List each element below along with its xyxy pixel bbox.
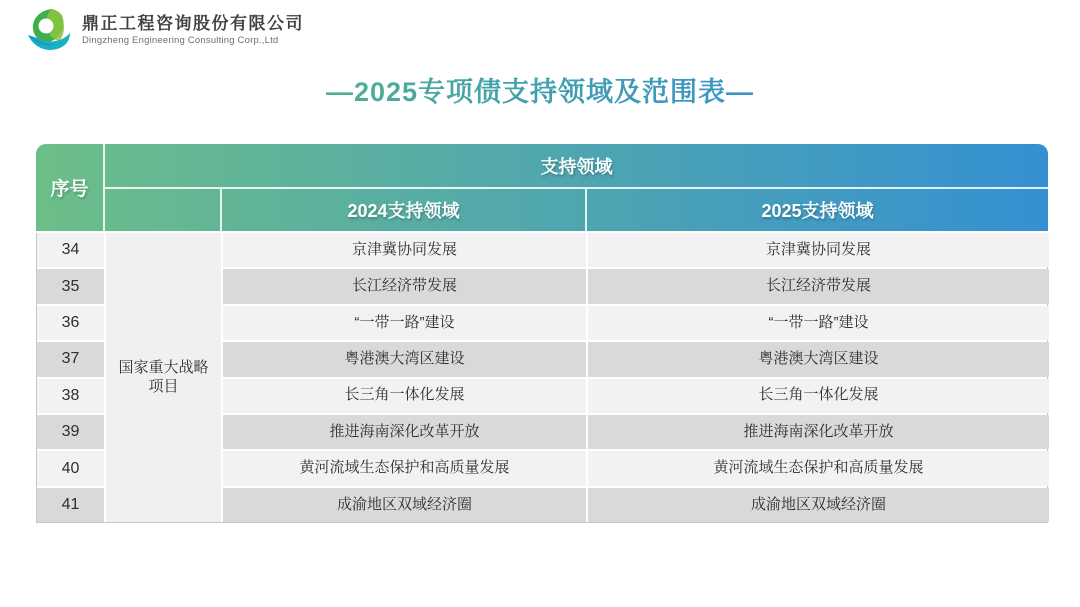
row-number: 41 — [37, 488, 104, 522]
cell-2024: 长三角一体化发展 — [223, 379, 586, 413]
row-number: 39 — [37, 415, 104, 449]
cell-2024: “一带一路”建设 — [223, 306, 586, 340]
company-name-en: Dingzheng Engineering Consulting Corp.,Ltd — [82, 35, 279, 47]
row-number: 37 — [37, 342, 104, 376]
cell-2025: 京津冀协同发展 — [588, 233, 1049, 267]
support-table — [36, 144, 1048, 523]
table-body — [36, 233, 1048, 523]
header-cell-2025: 2025支持领域 — [761, 201, 874, 221]
cell-2024: 成渝地区双域经济圈 — [223, 488, 586, 522]
table-header — [36, 144, 1048, 231]
company-name-block — [82, 14, 304, 47]
row-number: 36 — [37, 306, 104, 340]
row-number: 38 — [37, 379, 104, 413]
cell-2024: 黄河流域生态保护和高质量发展 — [223, 451, 586, 485]
header-cell-group: 支持领域 — [540, 156, 613, 177]
row-number: 40 — [37, 451, 104, 485]
header-cell-index: 序号 — [50, 179, 89, 200]
header-cell-2024: 2024支持领域 — [347, 201, 460, 221]
company-logo-icon — [26, 7, 74, 53]
cell-2024: 长江经济带发展 — [223, 269, 586, 303]
category-cell: 国家重大战略项目 — [106, 233, 221, 522]
cell-2025: 成渝地区双域经济圈 — [588, 488, 1049, 522]
company-name-cn: 鼎正工程咨询股份有限公司 — [82, 13, 304, 33]
row-number: 34 — [37, 233, 104, 267]
cell-2025: 长江经济带发展 — [588, 269, 1049, 303]
row-number: 35 — [37, 269, 104, 303]
cell-2024: 推进海南深化改革开放 — [223, 415, 586, 449]
page-title: —2025专项债支持领域及范围表— — [0, 70, 1080, 109]
cell-2025: 推进海南深化改革开放 — [588, 415, 1049, 449]
cell-2025: 长三角一体化发展 — [588, 379, 1049, 413]
cell-2025: 黄河流域生态保护和高质量发展 — [588, 451, 1049, 485]
cell-2024: 京津冀协同发展 — [223, 233, 586, 267]
cell-2024: 粤港澳大湾区建设 — [223, 342, 586, 376]
cell-2025: “一带一路”建设 — [588, 306, 1049, 340]
company-logo — [26, 7, 304, 53]
cell-2025: 粤港澳大湾区建设 — [588, 342, 1049, 376]
